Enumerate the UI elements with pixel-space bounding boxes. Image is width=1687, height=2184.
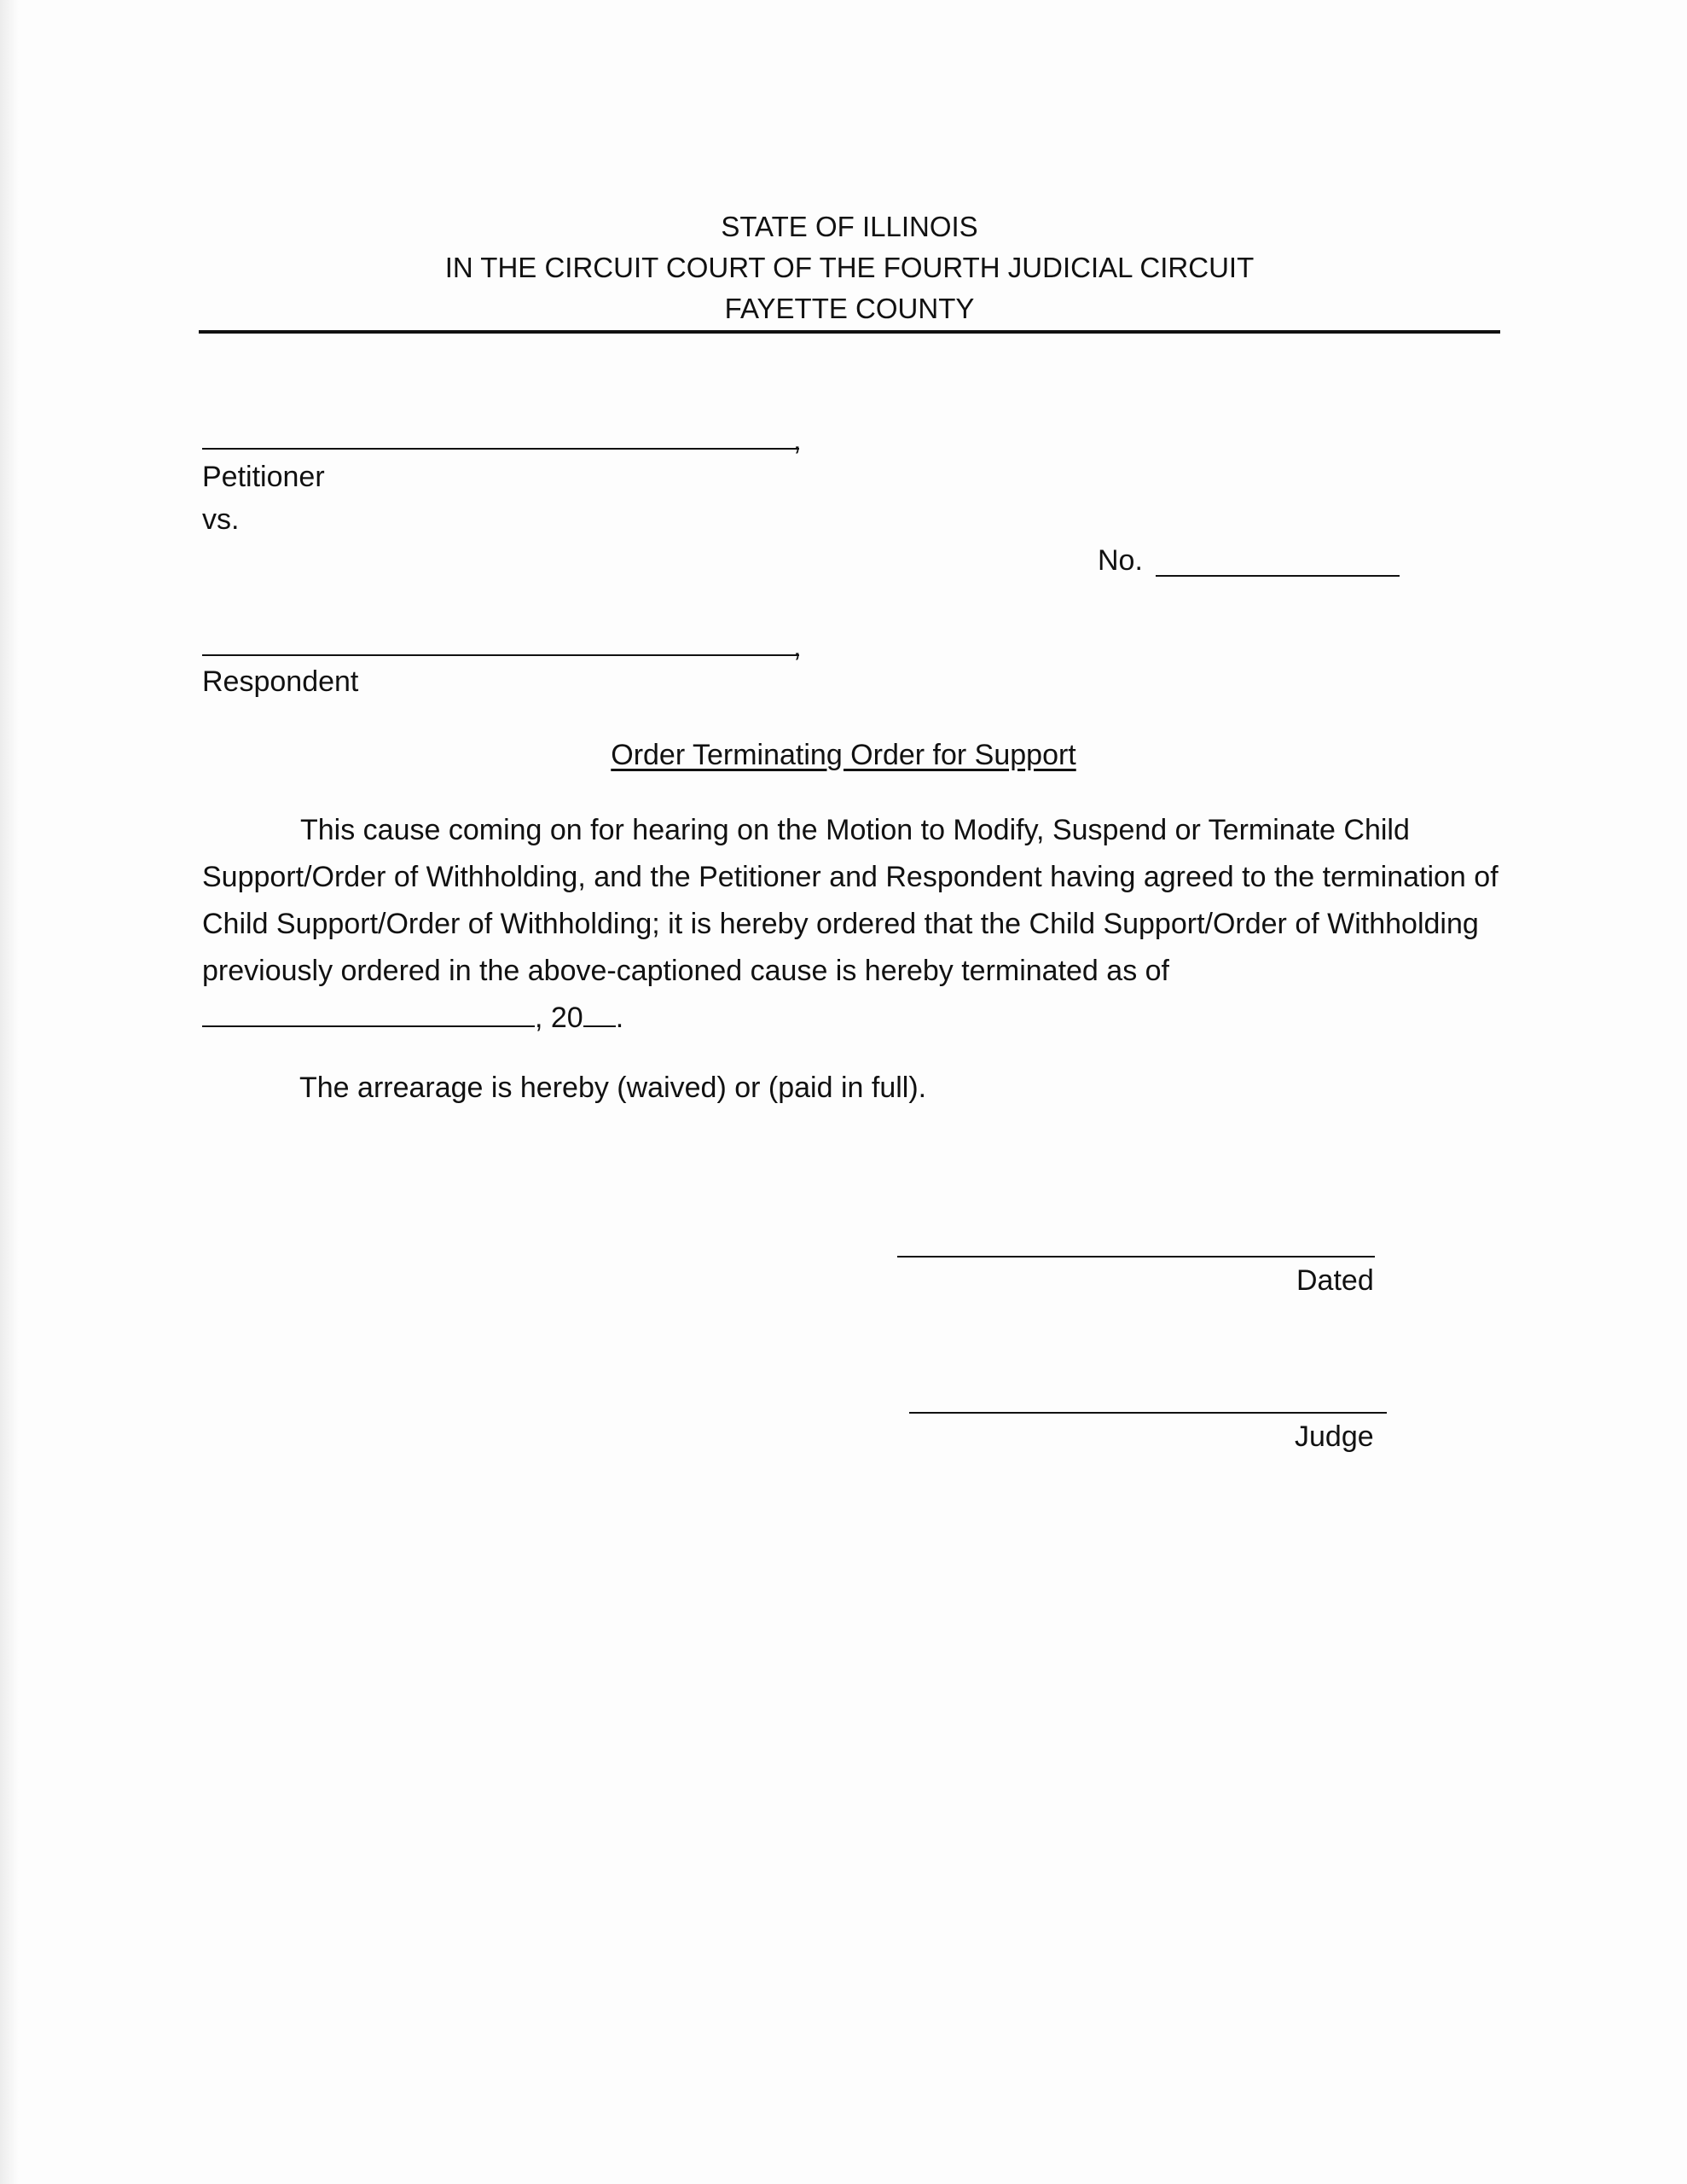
judge-label: Judge [1295,1420,1374,1453]
petitioner-comma: , [793,424,802,456]
court-header [199,206,1500,329]
header-court: IN THE CIRCUIT COURT OF THE FOURTH JUDICIAL CIRCUIT [444,252,1255,283]
judge-signature-line[interactable] [909,1412,1387,1414]
termination-date-blank[interactable] [202,1025,535,1027]
case-number-blank[interactable] [1156,575,1400,577]
petitioner-label: Petitioner [202,461,325,493]
case-number-label: No. [1098,544,1143,577]
respondent-comma: , [793,630,802,663]
header-state: STATE OF ILLINOIS [721,211,978,242]
year-blank[interactable] [583,1025,616,1027]
petitioner-name-blank[interactable] [202,448,799,450]
document-title: Order Terminating Order for Support [611,739,1076,771]
respondent-label: Respondent [202,665,359,698]
order-text: This cause coming on for hearing on the Motion to Modify, Suspend or Terminate Child Support/Order of Withholding, and the Petitioner and Respondent having agreed to the termination of Child Support/Order of Withholding; it is hereby ordered that the Child Support/Order of Withholding previously ordered in the above-captioned cause is hereby terminated as of [202,814,1499,987]
year-prefix: , 20 [535,1002,583,1034]
scan-edge-shadow [0,0,19,2184]
header-divider [199,330,1500,334]
versus-label: vs. [202,503,240,536]
respondent-name-blank[interactable] [202,654,799,656]
order-paragraph [202,807,1499,1042]
date-signature-line[interactable] [897,1256,1375,1258]
document-title-row [0,739,1687,772]
header-county: FAYETTE COUNTY [724,293,975,324]
order-period: . [615,1002,624,1034]
dated-label: Dated [1296,1264,1374,1297]
arrearage-statement: The arrearage is hereby (waived) or (paid in full). [299,1072,927,1104]
